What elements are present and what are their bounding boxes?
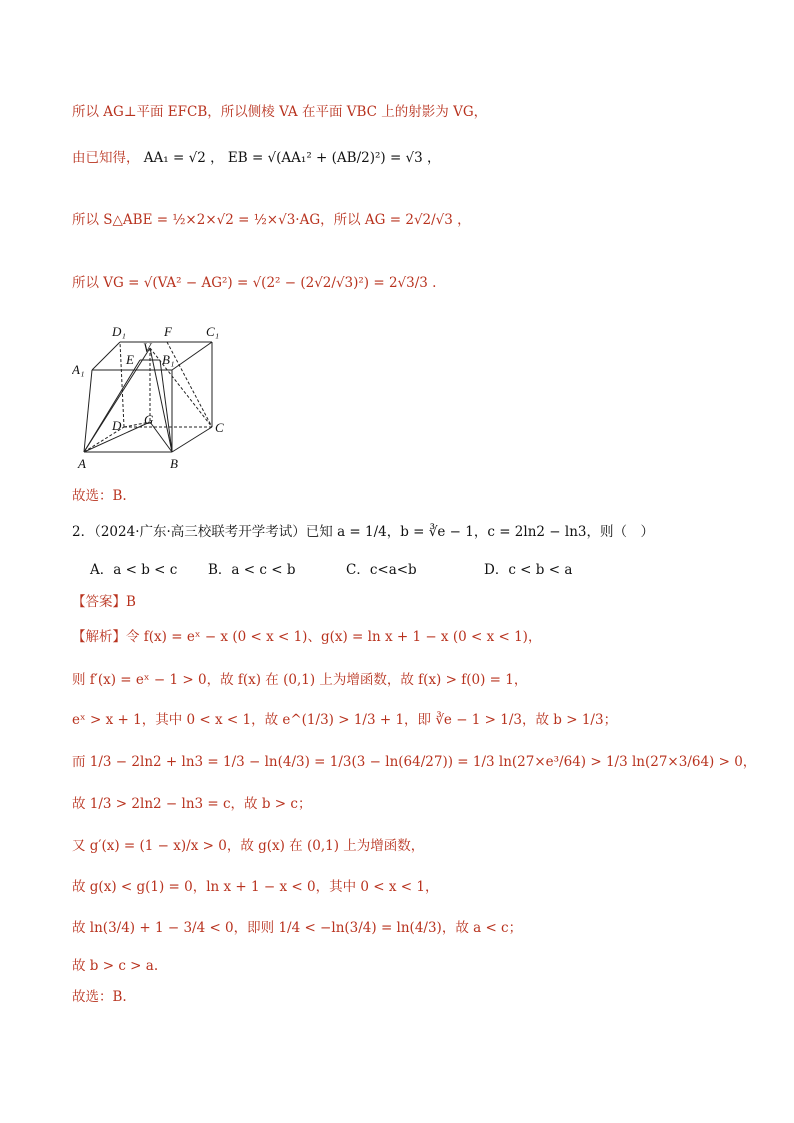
label-e: E — [126, 352, 134, 367]
text-line-2 — [72, 148, 441, 168]
edge-a1d1 — [92, 342, 120, 370]
label-b: B — [170, 456, 178, 471]
option-b: B．a < c < b — [208, 562, 296, 578]
analysis-line — [72, 627, 541, 647]
edge-va — [84, 348, 150, 452]
option-d: D．c < b < a — [484, 562, 573, 578]
label-b1: B₁ — [162, 352, 175, 367]
label-c: C — [215, 420, 224, 435]
step-10: 故选：B. — [72, 989, 127, 1005]
eq-aa1: AA₁ = √2 ， — [143, 150, 224, 166]
text-line-4: 所以 VG = √(VA² − AG²) = √(2² − (2√2/√3)²) = 2√3/3 . — [72, 275, 437, 291]
label-v: V — [143, 340, 151, 355]
edge-bc — [172, 427, 212, 452]
label-g: G — [144, 412, 154, 427]
step-1: 令 f(x) = eˣ − x (0 < x < 1)、g(x) = ln x + 1 − x (0 < x < 1)， — [126, 629, 542, 645]
label-d: D — [112, 418, 122, 433]
answer-line-1: 故选：B. — [72, 488, 127, 504]
step-9: 故 b > c > a. — [72, 958, 159, 974]
step-5: 故 1/3 > 2ln2 − ln3 = c，故 b > c； — [72, 796, 312, 812]
step-2: 则 f′(x) = eˣ − 1 > 0，故 f(x) 在 (0,1) 上为增函数，故 f(x) > f(0) = 1， — [72, 672, 528, 688]
text-line-2-prefix: 由已知得， — [72, 150, 140, 166]
option-c: C．c<a<b — [346, 562, 417, 578]
prism-figure — [72, 322, 242, 472]
answer-line — [72, 592, 136, 612]
eq-eb: EB = √(AA₁² + (AB/2)²) = √3 ， — [227, 150, 441, 166]
answer-value: B — [126, 594, 136, 610]
edge-aa1 — [84, 370, 92, 452]
label-d1: D₁ — [112, 324, 126, 339]
label-f: F — [164, 324, 172, 339]
step-6: 又 g′(x) = (1 − x)/x > 0，故 g(x) 在 (0,1) 上为增函数， — [72, 838, 425, 854]
edge-b1c1 — [172, 342, 212, 370]
answer-label: 【答案】 — [72, 594, 126, 610]
text-line-1: 所以 AG⊥平面 EFCB，所以侧棱 VA 在平面 VBC 上的射影为 VG， — [72, 104, 488, 120]
label-a: A — [78, 456, 86, 471]
step-4: 而 1/3 − 2ln2 + ln3 = 1/3 − ln(4/3) = 1/3(3 − ln(64/27)) = 1/3 ln(27×e³/64) > 1/3 ln(27×3/64) > 0， — [72, 754, 757, 770]
label-c1: C₁ — [206, 324, 220, 339]
step-8: 故 ln(3/4) + 1 − 3/4 < 0，即则 1/4 < −ln(3/4) = ln(4/3)，故 a < c； — [72, 920, 523, 936]
label-a1: A₁ — [72, 362, 85, 377]
question-2-stem: 2．（2024·广东·高三校联考开学考试）已知 a = 1/4，b = ∛e − 1，c = 2ln2 − ln3，则（ ） — [72, 524, 654, 540]
step-3: eˣ > x + 1，其中 0 < x < 1，故 e^(1/3) > 1/3 + 1，即 ∛e − 1 > 1/3，故 b > 1/3； — [72, 712, 618, 728]
step-7: 故 g(x) < g(1) = 0，ln x + 1 − x < 0，其中 0 < x < 1， — [72, 879, 439, 895]
analysis-label: 【解析】 — [72, 629, 126, 645]
option-a: A．a < b < c — [90, 562, 178, 578]
text-line-3: 所以 S△ABE = ½×2×√2 = ½×√3·AG，所以 AG = 2√2/√3 ， — [72, 212, 471, 228]
edge-dd1 — [120, 342, 124, 427]
